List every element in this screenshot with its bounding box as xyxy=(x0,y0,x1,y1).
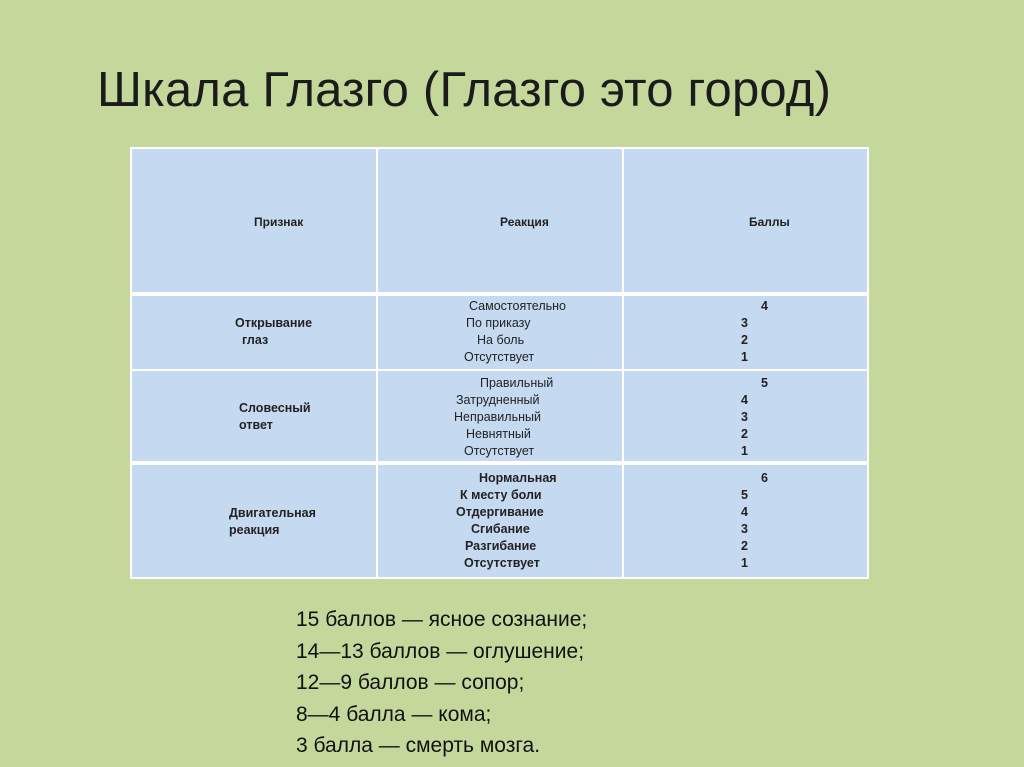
reaction-item: Сгибание xyxy=(471,522,530,536)
reaction-item: Самостоятельно xyxy=(469,299,567,313)
sign-motor-line-1: Двигательная xyxy=(229,506,316,520)
score-item: 4 xyxy=(741,505,748,519)
interpretation-line: 15 баллов — ясное сознание; xyxy=(296,608,588,631)
score-item: 1 xyxy=(741,350,748,364)
reaction-item: На боль xyxy=(477,333,525,347)
reaction-item: Отсутствует xyxy=(464,444,535,458)
sign-eyes-line-1: Открывание xyxy=(235,316,313,330)
score-item: 6 xyxy=(761,471,768,485)
score-item: 5 xyxy=(741,488,748,502)
reaction-item: К месту боли xyxy=(460,488,542,502)
score-item: 3 xyxy=(741,316,748,330)
reaction-item: Невнятный xyxy=(466,427,531,441)
reaction-item: Отсутствует xyxy=(464,350,535,364)
reaction-item: Нормальная xyxy=(479,471,557,485)
score-item: 4 xyxy=(741,393,748,407)
interpretation-line: 12—9 баллов — сопор; xyxy=(296,671,525,694)
score-item: 2 xyxy=(741,333,748,347)
reaction-item: Отсутствует xyxy=(464,556,540,570)
interpretation-line: 8—4 балла — кома; xyxy=(296,702,492,726)
sign-motor-line-2: реакция xyxy=(229,523,280,537)
header-reaction: Реакция xyxy=(500,215,549,229)
header-score: Баллы xyxy=(749,215,790,229)
sign-eyes-line-2: глаз xyxy=(242,333,269,347)
interpretation-line: 3 балла — смерть мозга. xyxy=(296,734,541,757)
sign-verbal-line-2: ответ xyxy=(239,418,273,432)
sign-verbal-line-1: Словесный xyxy=(239,401,311,415)
score-item: 3 xyxy=(741,522,748,536)
score-item: 2 xyxy=(741,427,748,441)
slide-title: Шкала Глазго (Глазго это город) xyxy=(97,63,832,117)
score-item: 1 xyxy=(741,444,748,458)
reaction-item: Неправильный xyxy=(454,410,541,424)
reaction-item: Затрудненный xyxy=(456,393,540,407)
score-item: 2 xyxy=(741,539,748,553)
reaction-item: Отдергивание xyxy=(456,505,544,519)
score-item: 4 xyxy=(761,299,768,313)
score-item: 3 xyxy=(741,410,748,424)
reaction-item: Правильный xyxy=(480,376,554,390)
score-item: 1 xyxy=(741,556,748,570)
score-item: 5 xyxy=(761,376,768,390)
reaction-item: По приказу xyxy=(466,316,531,330)
interpretation-line: 14—13 баллов — оглушение; xyxy=(296,639,585,663)
header-cell-score xyxy=(624,149,867,292)
reaction-item: Разгибание xyxy=(465,539,537,553)
header-sign: Признак xyxy=(254,215,304,229)
score-interpretation-list xyxy=(296,604,587,762)
